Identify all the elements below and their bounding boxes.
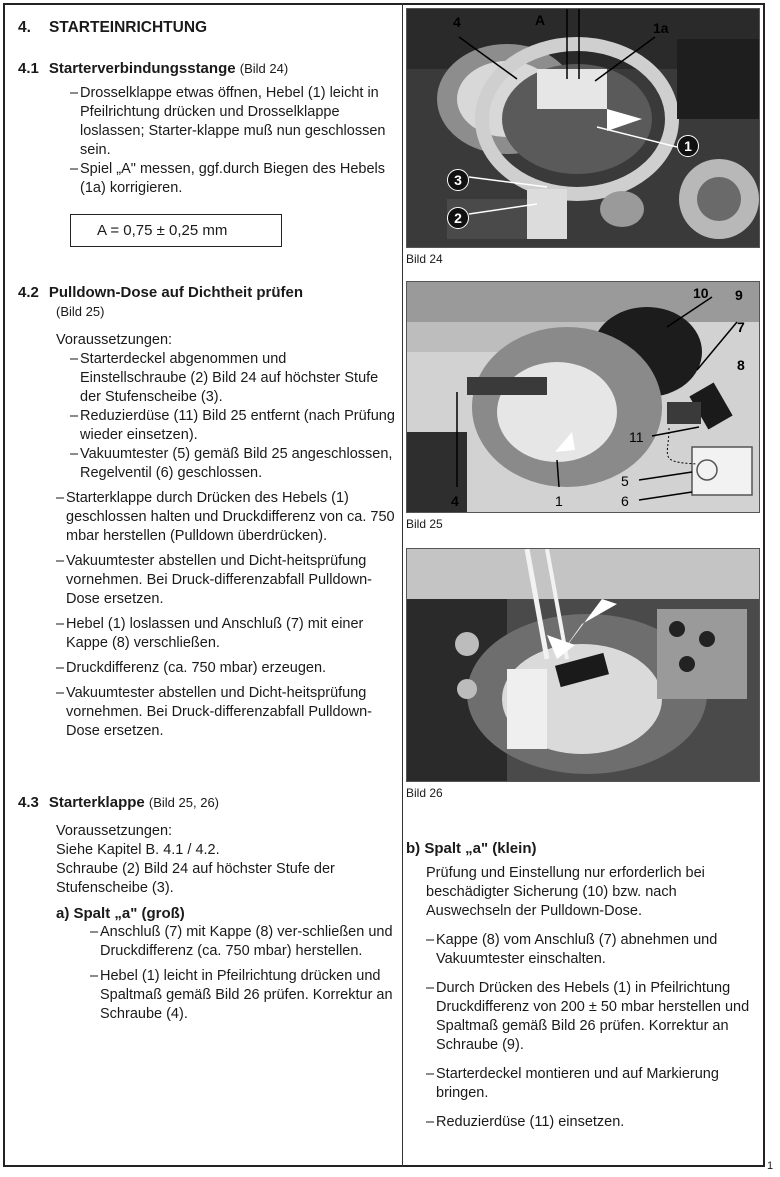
prereq-line: Siehe Kapitel B. 4.1 / 4.2. [56, 842, 220, 858]
subsection-a-list [90, 923, 396, 1024]
figure-24-photo [406, 8, 760, 248]
label-4: 4 [451, 493, 459, 509]
steps-list [56, 489, 396, 741]
label-11: 11 [629, 429, 644, 445]
subsection-b-list [426, 931, 760, 1132]
subsection-b-intro: Prüfung und Einstellung nur erforderlich bei beschädigter Sicherung (10) bzw. nach Auswechseln der Pulldown-Dose. [426, 865, 705, 919]
list-item: – Reduzierdüse (11) einsetzen. [426, 1114, 625, 1130]
list-item: – Drosselklappe etwas öffnen, Hebel (1) leicht in Pfeilrichtung drücken und Drosselklappe loslassen; Starter-klappe muß nun geschlossen sein. [70, 85, 386, 158]
label-8: 8 [737, 357, 745, 373]
prereq-line: Schraube (2) Bild 24 auf höchster Stufe der Stufenscheibe (3). [56, 861, 335, 896]
section-ref: (Bild 25, 26) [148, 795, 219, 810]
figure-26-caption: Bild 26 [406, 786, 443, 800]
list-item: – Hebel (1) leicht in Pfeilrichtung drücken und Spaltmaß gemäß Bild 26 prüfen. Korrektur an Schraube (4). [90, 968, 393, 1022]
section-title: Starterverbindungsstange [48, 60, 236, 77]
carburetor-photo-25 [407, 282, 759, 512]
prereq-label: Voraussetzungen: [56, 823, 173, 839]
label-4: 4 [453, 14, 461, 30]
list-item: – Starterdeckel abgenommen und Einstellschraube (2) Bild 24 auf höchster Stufe der Stufenscheibe (3). [70, 351, 379, 405]
section-title: Starterklappe [48, 794, 145, 811]
subsection-b-heading: b) Spalt „a" (klein) [406, 840, 537, 857]
label-10: 10 [693, 285, 709, 301]
page-number: 1 [767, 1160, 774, 1172]
formula-box: A = 0,75 ± 0,25 mm [70, 214, 282, 247]
section-4-1-body [70, 84, 396, 198]
figure-25-photo [406, 281, 760, 513]
label-A: A [535, 12, 546, 28]
label-2: 2 [447, 207, 469, 229]
section-4-2-heading [18, 283, 396, 302]
list-item: – Druckdifferenz (ca. 750 mbar) erzeugen. [56, 660, 327, 676]
list-item: – Spiel „A" messen, ggf.durch Biegen des Hebels (1a) korrigieren. [70, 161, 385, 196]
list-item: – Starterklappe durch Drücken des Hebels (1) geschlossen halten und Druckdifferenz von ca. 750 mbar herstellen (Pulldown überdrücken). [56, 490, 395, 544]
carburetor-photo-26 [407, 549, 759, 781]
section-number: 4.1 [18, 60, 39, 77]
figure-24-caption: Bild 24 [406, 252, 443, 266]
list-item: – Vakuumtester abstellen und Dicht-heitsprüfung vornehmen. Bei Druck-differenzabfall Pulldown-Dose ersetzen. [56, 553, 372, 607]
prereq-list [70, 350, 396, 483]
label-9: 9 [735, 287, 743, 303]
chapter-number: 4. [18, 19, 31, 36]
label-6: 6 [621, 493, 629, 509]
section-ref: (Bild 24) [239, 61, 289, 76]
list-item: – Anschluß (7) mit Kappe (8) ver-schließen und Druckdifferenz (ca. 750 mbar) herstellen. [90, 924, 393, 959]
section-4-1-heading [18, 59, 396, 78]
section-ref: (Bild 25) [56, 304, 105, 319]
list-item: – Vakuumtester abstellen und Dicht-heitsprüfung vornehmen. Bei Druck-differenzabfall Pulldown-Dose ersetzen. [56, 685, 372, 739]
list-item: – Vakuumtester (5) gemäß Bild 25 angeschlossen, Regelventil (6) geschlossen. [70, 446, 393, 481]
label-5: 5 [621, 473, 629, 489]
prereq-label: Voraussetzungen: [56, 332, 173, 348]
figure-25-caption: Bild 25 [406, 517, 443, 531]
label-1: 1 [555, 493, 563, 509]
label-1a: 1a [653, 20, 669, 36]
section-title: Pulldown-Dose auf Dichtheit prüfen [48, 284, 304, 301]
right-column [406, 8, 760, 1132]
label-1: 1 [677, 135, 699, 157]
label-3: 3 [447, 169, 469, 191]
list-item: – Durch Drücken des Hebels (1) in Pfeilrichtung Druckdifferenz von 200 ± 50 mbar herstellen und Spaltmaß gemäß Bild 26 prüfen. Korrektur an Schraube (9). [426, 980, 750, 1053]
list-item: – Reduzierdüse (11) Bild 25 entfernt (nach Prüfung wieder einsetzen). [70, 408, 395, 443]
list-item: – Kappe (8) vom Anschluß (7) abnehmen und Vakuumtester einschalten. [426, 932, 718, 967]
chapter-heading [18, 18, 396, 37]
subsection-a-heading: a) Spalt „a" (groß) [56, 905, 185, 922]
label-7: 7 [737, 319, 745, 335]
column-divider [402, 3, 403, 1167]
left-column [18, 18, 396, 1024]
list-item: – Hebel (1) loslassen und Anschluß (7) mit einer Kappe (8) verschließen. [56, 616, 364, 651]
chapter-title: STARTEINRICHTUNG [48, 19, 208, 36]
list-item: – Starterdeckel montieren und auf Markierung bringen. [426, 1066, 719, 1101]
figure-26-photo [406, 548, 760, 782]
section-number: 4.3 [18, 794, 39, 811]
section-number: 4.2 [18, 284, 39, 301]
section-4-3-heading [18, 793, 396, 812]
